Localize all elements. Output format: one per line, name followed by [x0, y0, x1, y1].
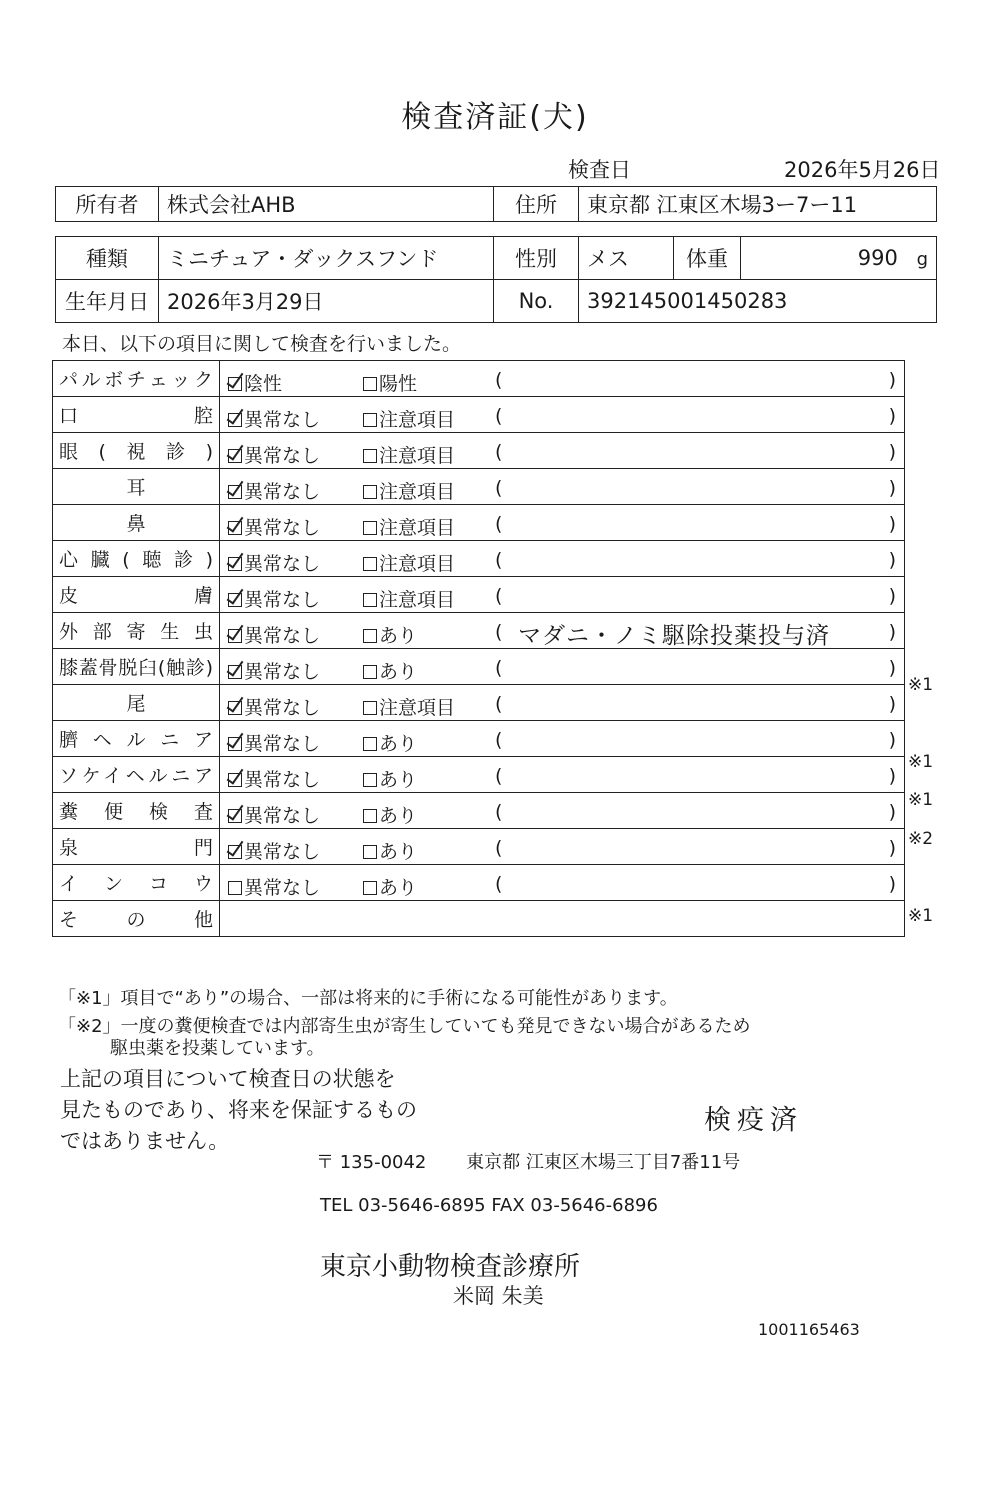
exam-item-result — [220, 685, 905, 721]
note-paren-close: ) — [888, 585, 896, 607]
option-normal[interactable] — [228, 837, 320, 864]
checkbox-icon[interactable] — [228, 737, 242, 751]
exam-row — [53, 541, 905, 577]
exam-item-name: 口 腔 — [53, 397, 220, 433]
checkbox-icon[interactable] — [363, 485, 377, 499]
owner-value: 株式会社AHB — [159, 187, 494, 222]
footnote-2-line-2: 駆虫薬を投薬しています。 — [110, 1038, 325, 1059]
note-paren-open: ( — [495, 513, 503, 535]
weight-cell — [741, 237, 937, 280]
option-normal-label: 異常なし — [244, 625, 321, 647]
note-paren-open: ( — [495, 621, 503, 643]
option-normal-label: 異常なし — [244, 769, 321, 791]
exam-item-name: 尾 — [53, 685, 220, 721]
option-normal-label: 陰性 — [244, 373, 283, 395]
checkbox-icon[interactable] — [228, 809, 242, 823]
note-paren-close: ) — [888, 693, 896, 715]
checkbox-icon[interactable] — [363, 629, 377, 643]
exam-item-name: 耳 — [53, 469, 220, 505]
no-value: 392145001450283 — [579, 280, 937, 323]
exam-row — [53, 577, 905, 613]
checkbox-icon[interactable] — [228, 845, 242, 859]
exam-item-name: インコウ — [53, 865, 220, 901]
option-normal[interactable] — [228, 765, 320, 792]
dob-label: 生年月日 — [56, 280, 159, 323]
pet-table — [55, 236, 937, 323]
option-attention[interactable] — [363, 837, 417, 864]
option-normal-label: 異常なし — [244, 445, 321, 467]
other-value — [220, 901, 905, 937]
exam-item-name: 鼻 — [53, 505, 220, 541]
note-paren-open: ( — [495, 585, 503, 607]
option-normal-label: 異常なし — [244, 589, 321, 611]
note-paren-close: ) — [888, 477, 896, 499]
clinic-address: 東京都 江東区木場三丁目7番11号 — [466, 1152, 741, 1173]
note-paren-close: ) — [888, 765, 896, 787]
exam-item-result — [220, 505, 905, 541]
exam-item-result — [220, 757, 905, 793]
address-value: 東京都 江東区木場3ー7ー11 — [579, 187, 937, 222]
option-attention-label: あり — [379, 769, 418, 791]
exam-item-name: 泉 門 — [53, 829, 220, 865]
exam-item-name: パルボチェック — [53, 361, 220, 397]
option-attention-label: あり — [379, 805, 418, 827]
reference-mark: ※1 — [908, 752, 934, 772]
exam-row — [53, 829, 905, 865]
note-paren-open: ( — [495, 477, 503, 499]
checkbox-icon[interactable] — [228, 701, 242, 715]
option-normal-label: 異常なし — [244, 661, 321, 683]
clinic-address-line — [316, 1148, 740, 1174]
option-normal-label: 異常なし — [244, 841, 321, 863]
exam-item-result — [220, 397, 905, 433]
sex-label: 性別 — [494, 237, 579, 280]
option-normal-label: 異常なし — [244, 517, 321, 539]
reference-mark: ※2 — [908, 828, 934, 849]
exam-item-result — [220, 577, 905, 613]
quarantine-stamp: 検疫済 — [704, 1105, 803, 1136]
option-normal-label: 異常なし — [244, 733, 321, 755]
option-normal-label: 異常なし — [244, 553, 321, 575]
exam-item-result — [220, 469, 905, 505]
option-normal-label: 異常なし — [244, 481, 321, 503]
option-attention-label: あり — [379, 877, 418, 899]
checkbox-icon[interactable] — [228, 377, 242, 391]
option-normal[interactable] — [228, 405, 320, 432]
option-normal[interactable] — [228, 693, 320, 720]
checkbox-icon[interactable] — [363, 593, 377, 607]
checkbox-icon[interactable] — [363, 773, 377, 787]
checkbox-icon[interactable] — [228, 773, 242, 787]
exam-item-name: ソケイヘルニア — [53, 757, 220, 793]
exam-item-name: 心臓(聴診) — [53, 541, 220, 577]
exam-item-result — [220, 721, 905, 757]
clinic-tel-fax: TEL 03-5646-6895 FAX 03-5646-6896 — [320, 1195, 658, 1216]
dob-value: 2026年3月29日 — [159, 280, 494, 323]
exam-item-name: 外部寄生虫 — [53, 613, 220, 649]
exam-item-result — [220, 361, 905, 397]
note-paren-open: ( — [495, 873, 503, 895]
checkbox-icon[interactable] — [228, 881, 242, 895]
option-attention-label: 注意項目 — [379, 409, 456, 431]
exam-item-result — [220, 613, 905, 649]
note-paren-close: ) — [888, 441, 896, 463]
note-paren-open: ( — [495, 441, 503, 463]
checkbox-icon[interactable] — [363, 737, 377, 751]
note-paren-close: ) — [888, 549, 896, 571]
option-attention[interactable] — [363, 621, 417, 648]
exam-row — [53, 433, 905, 469]
option-normal[interactable] — [228, 369, 282, 396]
option-normal[interactable] — [228, 729, 320, 756]
clinic-postal: 〒 135-0042 — [316, 1152, 427, 1173]
checkbox-icon[interactable] — [228, 665, 242, 679]
checkbox-icon[interactable] — [228, 413, 242, 427]
checkbox-icon[interactable] — [363, 521, 377, 535]
footnote-2-line-1: 「※2」一度の糞便検査では内部寄生虫が寄生していても発見できない場合があるため — [58, 1016, 751, 1037]
inspection-date: 2026年5月26日 — [784, 158, 941, 182]
exam-item-name: 膝蓋骨脱臼(触診) — [53, 649, 220, 685]
address-label: 住所 — [494, 187, 579, 222]
sex-value: メス — [579, 237, 674, 280]
exam-row — [53, 613, 905, 649]
option-attention-label: 注意項目 — [379, 697, 456, 719]
checkbox-icon[interactable] — [228, 521, 242, 535]
note-paren-open: ( — [495, 549, 503, 571]
option-normal-label: 異常なし — [244, 697, 321, 719]
exam-item-name: 臍ヘルニア — [53, 721, 220, 757]
note-paren-close: ) — [888, 369, 896, 391]
reference-mark: ※1 — [908, 675, 934, 696]
option-attention[interactable] — [363, 729, 417, 756]
option-attention-label: あり — [379, 841, 418, 863]
option-normal-label: 異常なし — [244, 877, 321, 899]
note-paren-open: ( — [495, 693, 503, 715]
owner-table — [55, 186, 937, 222]
checkbox-icon[interactable] — [363, 701, 377, 715]
option-attention-label: 注意項目 — [379, 589, 456, 611]
note-paren-close: ) — [888, 657, 896, 679]
breed-label: 種類 — [56, 237, 159, 280]
checkbox-icon[interactable] — [363, 413, 377, 427]
option-normal-label: 異常なし — [244, 409, 321, 431]
checkbox-icon[interactable] — [363, 665, 377, 679]
disclaimer-line: ではありません。 — [60, 1129, 230, 1153]
exam-table — [52, 360, 905, 937]
option-normal[interactable] — [228, 621, 320, 648]
exam-item-name: 皮 膚 — [53, 577, 220, 613]
option-normal[interactable] — [228, 513, 320, 540]
checkbox-icon[interactable] — [228, 629, 242, 643]
reference-mark: ※1 — [908, 905, 934, 926]
note-paren-close: ) — [888, 873, 896, 895]
exam-item-result — [220, 793, 905, 829]
exam-item-result — [220, 865, 905, 901]
note-paren-open: ( — [495, 369, 503, 391]
option-attention[interactable] — [363, 801, 417, 828]
checkbox-icon[interactable] — [363, 809, 377, 823]
exam-row — [53, 397, 905, 433]
note-paren-open: ( — [495, 765, 503, 787]
option-normal[interactable] — [228, 441, 320, 468]
exam-row — [53, 505, 905, 541]
exam-row — [53, 469, 905, 505]
intro-text: 本日、以下の項目に関して検査を行いました。 — [62, 333, 462, 355]
weight-unit: g — [916, 249, 928, 270]
exam-row-other — [53, 901, 905, 937]
option-attention[interactable] — [363, 657, 417, 684]
no-label: No. — [494, 280, 579, 323]
exam-row — [53, 685, 905, 721]
option-attention-label: 注意項目 — [379, 481, 456, 503]
page-title: 検査済証(犬) — [401, 100, 589, 135]
footnote-1: 「※1」項目で“あり”の場合、一部は将来的に手術になる可能性があります。 — [58, 988, 678, 1009]
checkbox-icon[interactable] — [363, 377, 377, 391]
option-attention-label: 注意項目 — [379, 553, 456, 575]
exam-row — [53, 865, 905, 901]
note-paren-open: ( — [495, 729, 503, 751]
note-paren-open: ( — [495, 801, 503, 823]
exam-item-name: 糞便検査 — [53, 793, 220, 829]
option-normal[interactable] — [228, 873, 320, 900]
option-normal[interactable] — [228, 585, 320, 612]
other-label: その他 — [53, 901, 220, 937]
exam-row — [53, 793, 905, 829]
note-paren-close: ) — [888, 837, 896, 859]
clinic-name: 東京小動物検査診療所 — [320, 1252, 581, 1282]
option-normal[interactable] — [228, 801, 320, 828]
exam-row — [53, 721, 905, 757]
option-attention[interactable] — [363, 549, 455, 576]
option-attention[interactable] — [363, 693, 455, 720]
option-attention-label: あり — [379, 733, 418, 755]
option-attention[interactable] — [363, 477, 455, 504]
note-paren-open: ( — [495, 657, 503, 679]
checkbox-icon[interactable] — [363, 449, 377, 463]
option-attention-label: 注意項目 — [379, 445, 456, 467]
option-attention-label: 注意項目 — [379, 517, 456, 539]
checkbox-icon[interactable] — [363, 881, 377, 895]
option-attention-label: あり — [379, 661, 418, 683]
option-normal[interactable] — [228, 477, 320, 504]
option-attention[interactable] — [363, 405, 455, 432]
exam-item-result — [220, 433, 905, 469]
option-attention[interactable] — [363, 441, 455, 468]
option-attention[interactable] — [363, 873, 417, 900]
option-attention-label: あり — [379, 625, 418, 647]
exam-note: マダニ・ノミ駆除投薬投与済 — [518, 623, 830, 649]
note-paren-open: ( — [495, 837, 503, 859]
exam-row — [53, 361, 905, 397]
checkbox-icon[interactable] — [363, 557, 377, 571]
breed-value: ミニチュア・ダックスフンド — [159, 237, 494, 280]
weight-value: 990 — [857, 246, 898, 270]
note-paren-close: ) — [888, 513, 896, 535]
option-normal[interactable] — [228, 549, 320, 576]
reference-mark: ※1 — [908, 790, 934, 811]
checkbox-icon[interactable] — [363, 845, 377, 859]
checkbox-icon[interactable] — [228, 449, 242, 463]
checkbox-icon[interactable] — [228, 593, 242, 607]
note-paren-close: ) — [888, 405, 896, 427]
option-attention[interactable] — [363, 765, 417, 792]
exam-row — [53, 757, 905, 793]
option-attention[interactable] — [363, 369, 417, 396]
checkbox-icon[interactable] — [228, 557, 242, 571]
document-number: 1001165463 — [758, 1320, 860, 1339]
option-normal[interactable] — [228, 657, 320, 684]
exam-row — [53, 649, 905, 685]
option-attention[interactable] — [363, 585, 455, 612]
checkbox-icon[interactable] — [228, 485, 242, 499]
inspection-date-label: 検査日 — [568, 158, 631, 182]
option-normal-label: 異常なし — [244, 805, 321, 827]
disclaimer-line: 上記の項目について検査日の状態を — [60, 1067, 396, 1091]
note-paren-close: ) — [888, 801, 896, 823]
exam-item-result — [220, 649, 905, 685]
disclaimer — [60, 1064, 417, 1157]
weight-label: 体重 — [674, 237, 741, 280]
note-paren-close: ) — [888, 621, 896, 643]
veterinarian-name: 米岡 朱美 — [453, 1284, 544, 1308]
exam-item-name: 眼(視診) — [53, 433, 220, 469]
option-attention-label: 陽性 — [379, 373, 418, 395]
note-paren-open: ( — [495, 405, 503, 427]
owner-label: 所有者 — [56, 187, 159, 222]
note-paren-close: ) — [888, 729, 896, 751]
option-attention[interactable] — [363, 513, 455, 540]
disclaimer-line: 見たものであり、将来を保証するもの — [60, 1098, 417, 1122]
exam-item-result — [220, 541, 905, 577]
exam-item-result — [220, 829, 905, 865]
